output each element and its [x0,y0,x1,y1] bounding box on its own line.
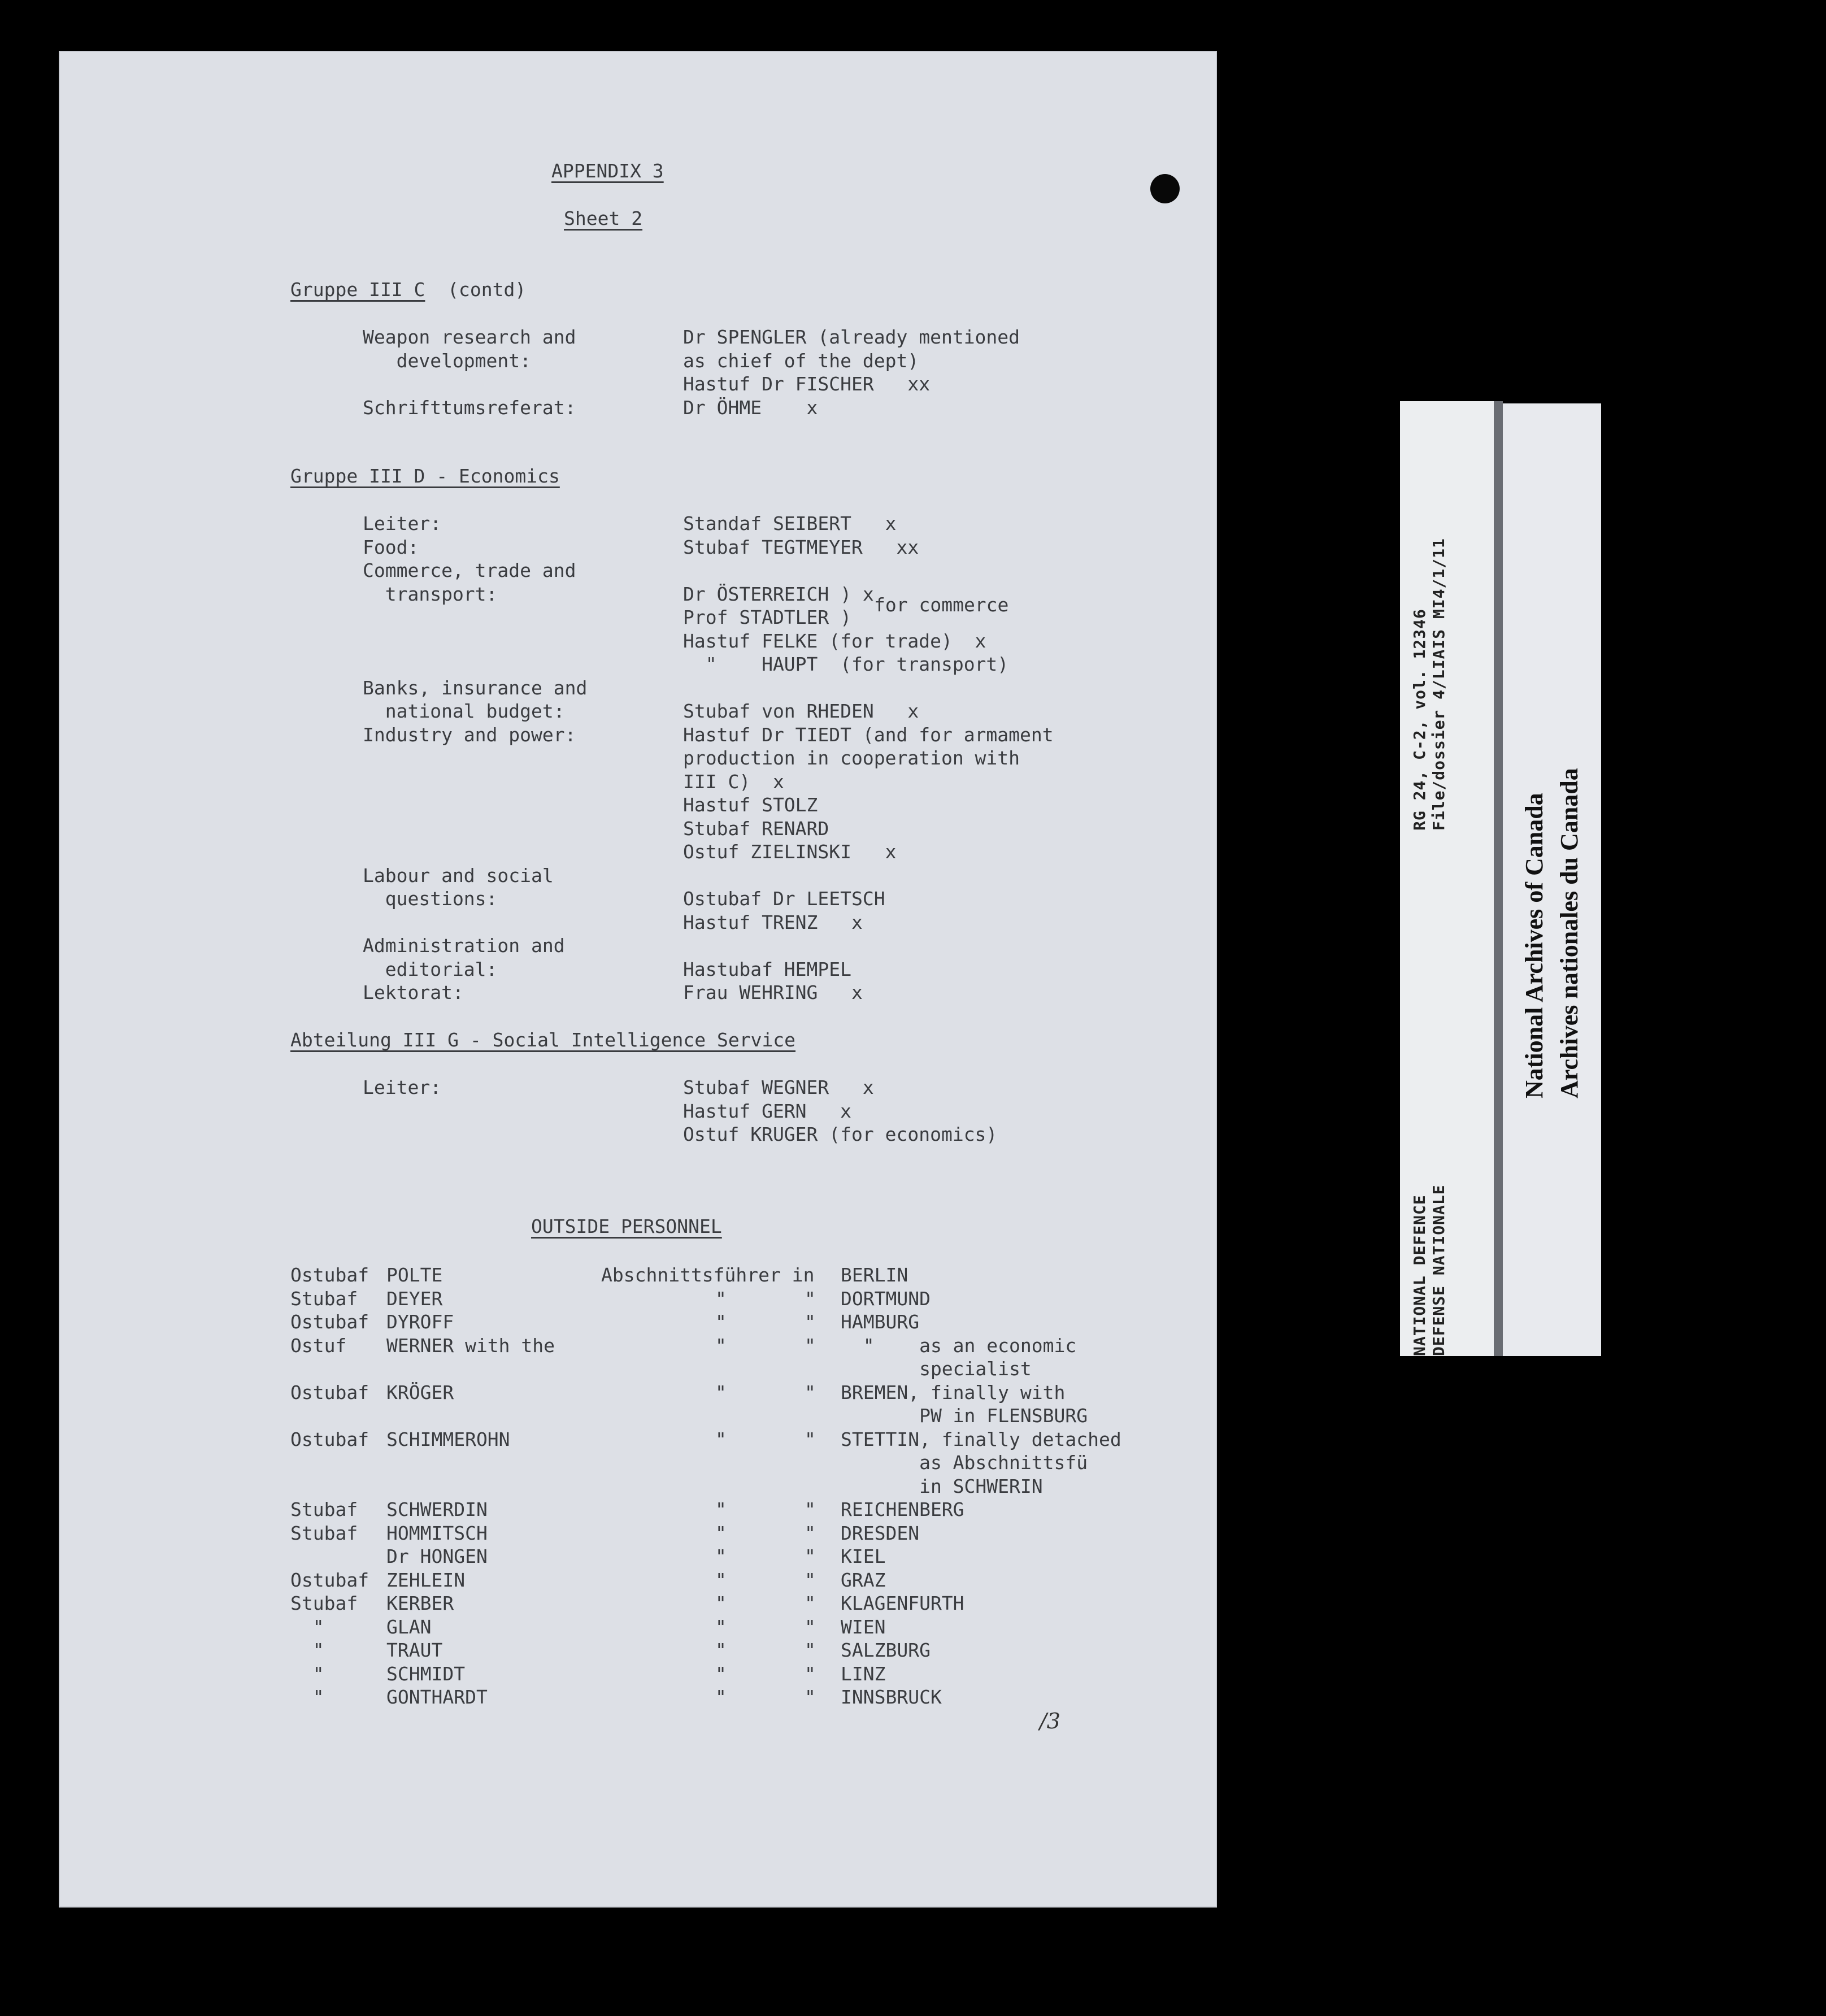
document-sheet [59,51,1217,1908]
outside-place: LINZ [841,1662,886,1685]
outside-place: PW in FLENSBURG [841,1405,1088,1427]
outside-rank: Ostuf [290,1334,347,1357]
row-label: Banks, insurance and [363,676,588,699]
outside-ditto-1: " [715,1686,727,1708]
outside-ditto-2: " [805,1686,816,1708]
row-value: Ostubaf Dr LEETSCH [683,888,885,910]
outside-ditto-2: " [805,1381,816,1404]
outside-place: STETTIN, finally detached [841,1428,1121,1450]
outside-rank: Ostubaf [290,1569,369,1591]
outside-ditto-1: " [715,1334,727,1357]
row-value: Stubaf TEGTMEYER xx [683,536,919,558]
row-value: Hastuf FELKE (for trade) x [683,629,986,652]
outside-name: TRAUT [386,1639,443,1661]
outside-name: Dr HONGEN [386,1545,488,1567]
row-value: Dr ÖHME x [683,396,818,419]
commerce-bracket-note: for commerce [874,594,1009,616]
outside-rank: Stubaf [290,1287,358,1310]
outside-place: WIEN [841,1615,886,1638]
row-label: Lektorat: [363,981,464,1003]
outside-name: ZEHLEIN [386,1569,466,1591]
row-label: Schrifttumsreferat: [363,396,576,419]
outside-place: " as an economic [841,1334,1077,1357]
outside-ditto-2: " [805,1287,816,1310]
outside-ditto-1: " [715,1498,727,1520]
outside-rank: Stubaf [290,1592,358,1614]
outside-name: GLAN [386,1615,432,1638]
group-c-title-suffix: (contd) [447,279,527,301]
reference-line-1: RG 24, C-2, vol. 12346 [1410,609,1429,831]
defence-line-2: DEFENSE NATIONALE [1429,1184,1448,1356]
row-value: Ostuf ZIELINSKI x [683,841,897,863]
outside-ditto-2: " [805,1498,816,1520]
row-value: Stubaf WEGNER x [683,1076,874,1098]
outside-place: BREMEN, finally with [841,1381,1066,1404]
outside-ditto-1: " [715,1569,727,1591]
row-value: Stubaf RENARD [683,817,829,840]
outside-ditto-1: " [715,1287,727,1310]
outside-place: SALZBURG [841,1639,931,1661]
row-label: Weapon research and [363,326,576,348]
outside-ditto-1: " [715,1545,727,1567]
archives-line-1: National Archives of Canada [1520,793,1548,1098]
row-value: Standaf SEIBERT x [683,512,897,535]
outside-ditto-2: " [805,1639,816,1661]
outside-role: Abschnittsführer in [601,1264,815,1286]
row-value: production in cooperation with [683,747,1020,769]
row-value: Hastuf Dr TIEDT (and for armament [683,723,1054,746]
outside-ditto-1: " [715,1639,727,1661]
row-value: Hastuf TRENZ x [683,911,863,933]
row-label: Leiter: [363,1076,442,1098]
outside-ditto-1: " [715,1592,727,1614]
outside-name: KRÖGER [386,1381,454,1404]
defence-line-1: NATIONAL DEFENCE [1410,1194,1429,1356]
outside-name: HOMMITSCH [386,1522,488,1544]
row-value: " HAUPT (for transport) [683,653,1009,675]
outside-ditto-1: " [715,1381,727,1404]
outside-ditto-2: " [805,1662,816,1685]
outside-place: INNSBRUCK [841,1686,942,1708]
row-value: Hastuf STOLZ [683,794,818,816]
outside-ditto-2: " [805,1334,816,1357]
row-label: transport: [363,583,498,605]
outside-name: WERNER with the [386,1334,555,1357]
defence-reference-stamp [1400,401,1496,1356]
outside-place: GRAZ [841,1569,886,1591]
outside-rank: Stubaf [290,1498,358,1520]
row-label: Leiter: [363,512,442,535]
national-archives-stamp [1503,403,1601,1356]
row-value: Ostuf KRUGER (for economics) [683,1123,998,1145]
outside-name: DYROFF [386,1311,454,1333]
outside-place: DRESDEN [841,1522,920,1544]
row-label: Labour and social [363,864,554,887]
outside-name: POLTE [386,1264,443,1286]
outside-place: KLAGENFURTH [841,1592,964,1614]
outside-rank: Ostubaf [290,1264,369,1286]
row-value: III C) x [683,770,784,793]
outside-name: SCHWERDIN [386,1498,488,1520]
row-value: Stubaf von RHEDEN x [683,700,919,722]
outside-place: DORTMUND [841,1287,931,1310]
outside-ditto-2: " [805,1428,816,1450]
outside-ditto-1: " [715,1522,727,1544]
archives-line-2: Archives nationales du Canada [1555,768,1583,1098]
outside-rank: Ostubaf [290,1311,369,1333]
outside-place: REICHENBERG [841,1498,964,1520]
row-label: national budget: [363,700,565,722]
row-value: Frau WEHRING x [683,981,863,1003]
outside-name: SCHIMMEROHN [386,1428,510,1450]
outside-rank: Stubaf [290,1522,358,1544]
outside-name: GONTHARDT [386,1686,488,1708]
row-value: Hastuf GERN x [683,1100,852,1122]
reference-line-2: File/dossier 4/LIAIS MI4/1/11 [1429,538,1448,831]
stamp-divider [1494,401,1503,1356]
row-value: Prof STADTLER ) [683,606,852,628]
outside-place: in SCHWERIN [841,1475,1043,1497]
outside-rank: Ostubaf [290,1381,369,1404]
abt-g-heading: Abteilung III G - Social Intelligence Service [290,1029,796,1051]
outside-ditto-2: " [805,1522,816,1544]
outside-ditto-1: " [715,1662,727,1685]
row-label: Industry and power: [363,723,576,746]
outside-name: DEYER [386,1287,443,1310]
outside-rank: " [290,1686,324,1708]
row-label: Administration and [363,935,565,957]
outside-place: KIEL [841,1545,886,1567]
outside-ditto-2: " [805,1545,816,1567]
row-value: Dr ÖSTERREICH ) x [683,583,874,605]
outside-name: KERBER [386,1592,454,1614]
punch-hole [1150,174,1180,203]
outside-rank: " [290,1662,324,1685]
outside-ditto-2: " [805,1592,816,1614]
outside-place: BERLIN [841,1264,908,1286]
row-value: Hastubaf HEMPEL [683,958,852,980]
appendix-heading: APPENDIX 3 [551,160,664,182]
row-value: as chief of the dept) [683,349,919,372]
group-c-title: Gruppe III C [290,279,425,301]
outside-rank: " [290,1639,324,1661]
row-label: questions: [363,888,498,910]
outside-rank: Ostubaf [290,1428,369,1450]
outside-ditto-2: " [805,1615,816,1638]
outside-place: as Abschnittsfü [841,1452,1088,1474]
group-d-heading: Gruppe III D - Economics [290,465,560,487]
outside-ditto-2: " [805,1311,816,1333]
outside-ditto-1: " [715,1615,727,1638]
row-value: Hastuf Dr FISCHER xx [683,373,931,395]
outside-ditto-2: " [805,1569,816,1591]
row-label: Commerce, trade and [363,559,576,581]
row-label: Food: [363,536,419,558]
outside-ditto-1: " [715,1311,727,1333]
outside-personnel-heading: OUTSIDE PERSONNEL [531,1215,722,1237]
row-label: editorial: [363,958,498,980]
outside-place: specialist [841,1358,1032,1380]
outside-rank: " [290,1615,324,1638]
outside-ditto-1: " [715,1428,727,1450]
outside-place: HAMBURG [841,1311,920,1333]
outside-name: SCHMIDT [386,1662,466,1685]
row-label: development: [363,349,532,372]
row-value: Dr SPENGLER (already mentioned [683,326,1020,348]
page-number: /3 [1040,1709,1060,1733]
group-c-heading [290,278,526,302]
sheet-heading: Sheet 2 [564,207,643,229]
